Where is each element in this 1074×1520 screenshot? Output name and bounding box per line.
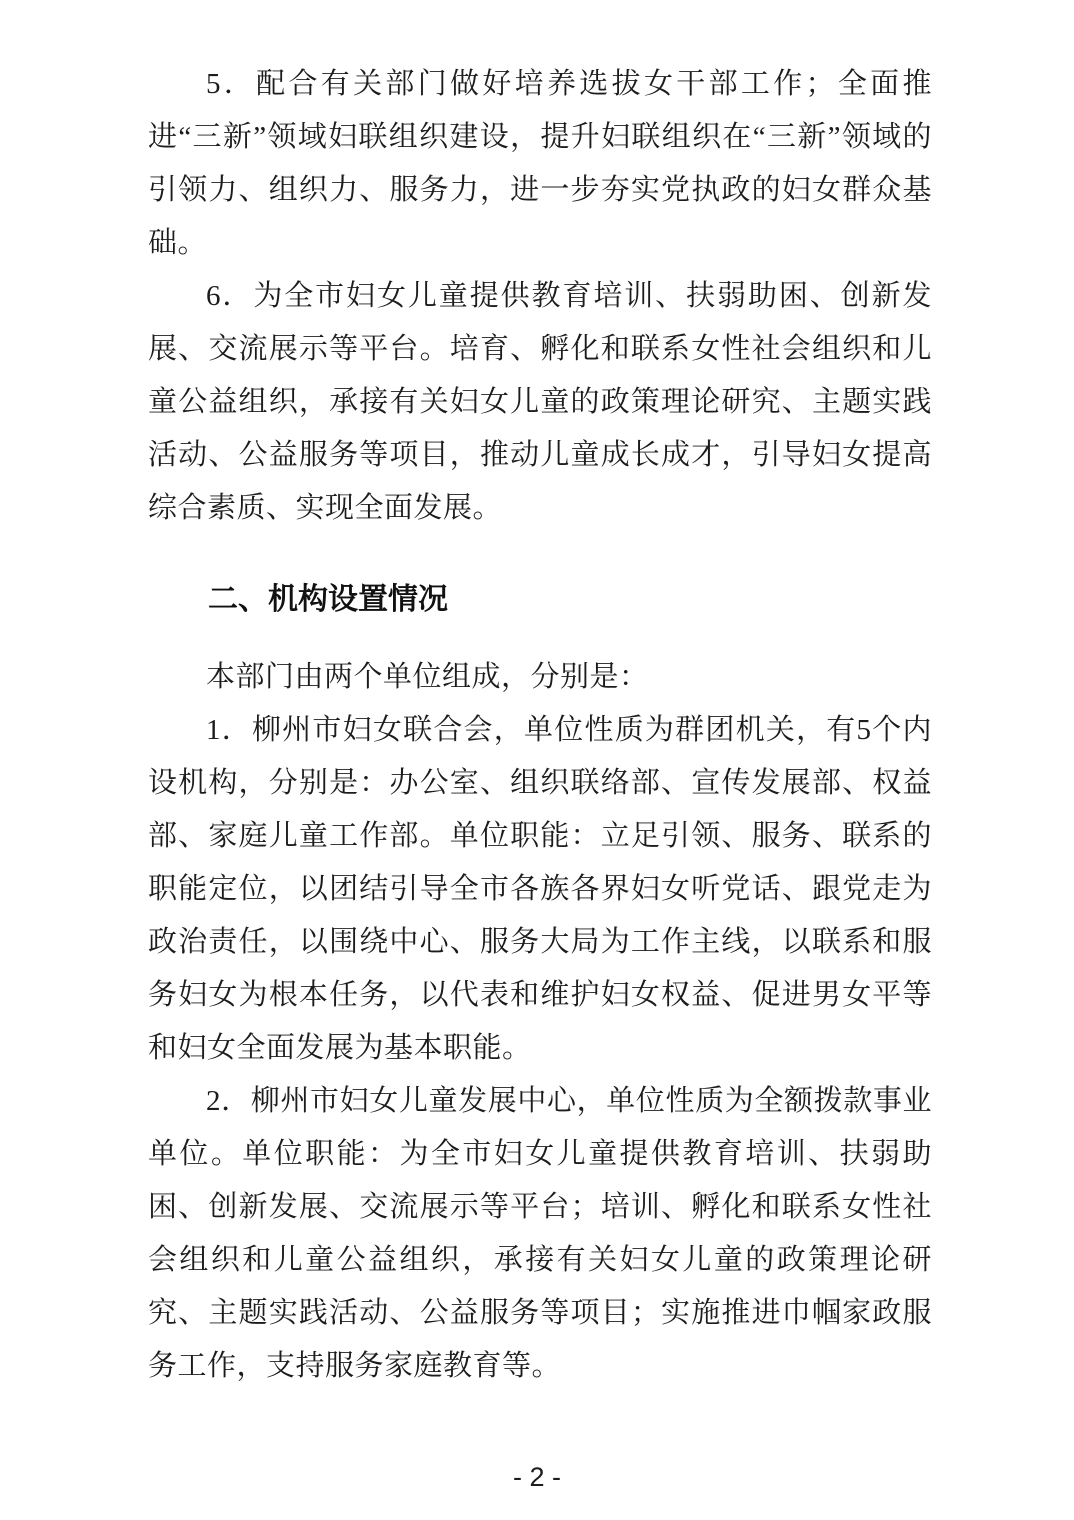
section-intro-paragraph: 本部门由两个单位组成，分别是： [206, 661, 649, 693]
paragraph-unit-1: 1．柳州市妇女联合会，单位性质为群团机关，有5个内设机构，分别是：办公室、组织联络部、宣传发展部、权益部、家庭儿童工作部。单位职能：立足引领、服务、联系的职能定位，以团结引导全市各族各界妇女听党话、跟党走为政治责任，以围绕中心、服务大局为工作主线，以联系和服务妇女为根本任务，以代表和维护妇女权益、促进男女平等和妇女全面发展为基本职能。 [148, 714, 932, 1064]
paragraph-unit-2: 2．柳州市妇女儿童发展中心，单位性质为全额拨款事业单位。单位职能：为全市妇女儿童提供教育培训、扶弱助困、创新发展、交流展示等平台；培训、孵化和联系女性社会组织和儿童公益组织，承接有关妇女儿童的政策理论研究、主题实践活动、公益服务等项目；实施推进巾帼家政服务工作，支持服务家庭教育等。 [148, 1085, 932, 1382]
document-body [148, 58, 932, 1393]
paragraph-duty-6: 6．为全市妇女儿童提供教育培训、扶弱助困、创新发展、交流展示等平台。培育、孵化和联系女性社会组织和儿童公益组织，承接有关妇女儿童的政策理论研究、主题实践活动、公益服务等项目，推动儿童成长成才，引导妇女提高综合素质、实现全面发展。 [148, 280, 932, 524]
paragraph-duty-5: 5．配合有关部门做好培养选拔女干部工作；全面推进“三新”领域妇联组织建设，提升妇联组织在“三新”领域的引领力、组织力、服务力，进一步夯实党执政的妇女群众基础。 [148, 68, 932, 259]
section-heading: 二、机构设置情况 [208, 583, 448, 616]
page-number: - 2 - [512, 1462, 561, 1492]
